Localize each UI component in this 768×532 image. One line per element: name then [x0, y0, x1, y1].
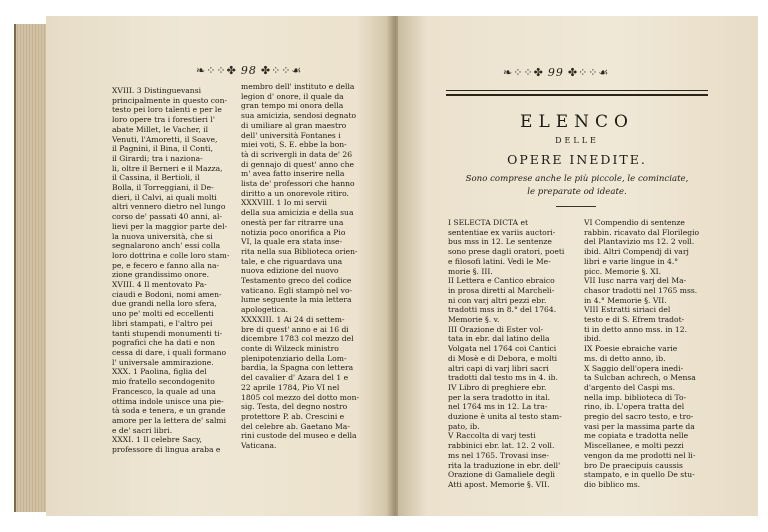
note-line-1: Sono comprese anche le più piccole, le cominciate, — [465, 174, 689, 184]
text-line: l' universale ammirazione. — [112, 357, 214, 367]
header-rule — [446, 90, 708, 96]
text-line: pato, ib. — [448, 421, 480, 431]
section-rule — [556, 206, 596, 207]
text-line: VII Iusc narra varj del Ma- — [584, 276, 687, 286]
text-line: pe, e fecero e fanno alla na- — [112, 260, 220, 270]
text-line: dieri, il Calvi, ai quali molti — [112, 192, 217, 202]
left-column-a — [112, 86, 232, 486]
text-line: e de' sacri libri. — [112, 425, 173, 435]
text-line: morie §. III. — [448, 266, 493, 276]
text-line: dio biblico ms. — [584, 479, 641, 489]
text-line: del cavalier d' Azara del 1 e — [241, 373, 349, 383]
text-line: chasor tradotti nel 1765 mss. — [584, 285, 698, 295]
ornament-right-icon: ✤⁘⁘☙ — [567, 66, 610, 79]
text-line: XXXI. 1 Il celebre Sacy, — [112, 435, 202, 445]
ornament-left-icon: ❧⁘⁘✤ — [196, 64, 237, 77]
right-column-a — [448, 218, 576, 508]
note-line-2: le preparate od ideate. — [527, 187, 627, 197]
text-line: miei voti, S. E. ebbe la bon- — [241, 140, 347, 150]
text-line: 22 aprile 1784, Pio VI nel — [241, 382, 340, 392]
text-line: tà soda e tenera, e un grande — [112, 406, 226, 416]
text-line: principalmente in questo con- — [112, 95, 228, 105]
text-line: in 4.° Memorie §. VII. — [584, 295, 667, 305]
page-title: ELENCO — [520, 112, 634, 132]
text-line: sig. Testa, del degno nostro — [241, 402, 348, 412]
text-line: XVIII. 4 Il mentovato Pa- — [112, 280, 207, 290]
text-line: Memorie §. v. — [448, 315, 500, 325]
text-line: bre di quest' anno e ai 16 di — [241, 324, 349, 334]
right-page — [398, 16, 758, 516]
text-line: dell' università Fontanes i — [241, 130, 341, 140]
text-line: lievi per la maggior parte del- — [112, 221, 228, 231]
text-line: duzione è unita al testo stam- — [448, 412, 562, 422]
text-line: onestà per far ritrarre una — [241, 217, 344, 227]
text-line: rita la traduzione in ebr. dell' — [448, 460, 561, 470]
text-line: IV Libro di preghiere ebr. — [448, 382, 547, 392]
text-line: bus mss in 12. Le sentenze — [448, 237, 552, 247]
page-number: 98 — [240, 64, 257, 77]
text-line: rita nella sua Biblioteca orien- — [241, 246, 358, 256]
text-line: tradotti mss in 8.° del 1764. — [448, 305, 557, 315]
text-line: altri vennero dietro nel lungo — [112, 202, 226, 212]
text-line: XXX. 1 Paolina, figlia del — [112, 367, 207, 377]
text-line: ni con varj altri pezzi ebr. — [448, 295, 547, 305]
open-book — [6, 6, 762, 526]
text-line: la nuova università, che si — [112, 231, 213, 241]
text-line: rino, ib. L'opera tratta del — [584, 402, 685, 412]
text-line: V Raccolta di varj testi — [448, 431, 536, 441]
left-page — [46, 16, 391, 516]
page-number: 99 — [547, 66, 564, 79]
text-line: Orazione di Gamaliele degli — [448, 470, 555, 480]
text-line: tà di scrivergli in data de' 26 — [241, 149, 353, 159]
text-line: III Orazione di Ester vol- — [448, 324, 544, 334]
text-line: IX Poesie ebraiche varie — [584, 344, 678, 354]
text-line: li, oltre il Berneri e il Mazza, — [112, 163, 223, 173]
text-line: in prosa diretti al Marcheli- — [448, 285, 555, 295]
text-line: mio fratello secondogenito — [112, 377, 215, 387]
text-line: il Pagnini, il Bina, il Conti, — [112, 144, 213, 154]
text-line: Testamento greco del codice — [241, 276, 352, 286]
text-line: vaticano. Egli stampò nel vo- — [241, 285, 353, 295]
text-line: dicembre 1783 col mezzo del — [241, 334, 354, 344]
text-line: picc. Memorie §. XI. — [584, 266, 662, 276]
text-line: I SELECTA DICTA et — [448, 218, 529, 227]
text-line: cessa di dare, i quali formano — [112, 347, 227, 357]
left-column-b — [241, 82, 371, 482]
text-line: XVIII. 3 Distinguevansi — [112, 86, 202, 95]
text-line: amore per la lettera de' salmi — [112, 415, 227, 425]
text-line: nuova edizione del nuovo — [241, 266, 339, 276]
text-line: libri e varie lingue in 4.° — [584, 256, 679, 266]
text-line: e filosofi latini. Vedi le Me- — [448, 256, 551, 266]
text-line: testo pei loro talenti e per le — [112, 105, 222, 115]
text-line: per la sera tradotto in ital. — [448, 392, 551, 402]
text-line: VI, la quale era stata inse- — [241, 237, 343, 247]
text-line: II Lettera e Cantico ebraico — [448, 276, 555, 286]
text-line: conte di Wilzeck ministro — [241, 343, 339, 353]
text-line: Atti apost. Memorie §. VII. — [448, 479, 550, 489]
text-line: nella imp. biblioteca di To- — [584, 392, 687, 402]
text-line: X Saggio dell'opera inedi- — [584, 363, 684, 373]
text-line: della sua amicizia e della sua — [241, 208, 354, 218]
text-line: gran tempo mi onora della — [241, 101, 344, 111]
text-line: loro dottrina e colle loro stam- — [112, 250, 230, 260]
page-header-ornament — [503, 66, 609, 79]
text-line: pografici che ha dati e non — [112, 338, 216, 348]
text-line: di umiliare al gran maestro — [241, 120, 347, 130]
text-line: tradotti dal testo ms in 4. ib. — [448, 373, 558, 383]
ornament-right-icon: ✤⁘⁘☙ — [260, 64, 303, 77]
text-line: ms. di detto anno, ib. — [584, 353, 666, 363]
text-line: ibid. Altri Compendj di varj — [584, 247, 689, 257]
text-line: pregio del sacro testo, e tro- — [584, 412, 694, 422]
text-line: due grandi nella loro sfera, — [112, 299, 217, 309]
text-line: il Girardi; tra i naziona- — [112, 153, 203, 163]
text-line: tata in ebr. dal latino della — [448, 334, 550, 344]
text-line: di gennajo di quest' anno che — [241, 159, 355, 169]
text-line: corso de' passati 40 anni, al- — [112, 212, 222, 222]
text-line: membro dell' instituto e della — [241, 82, 355, 91]
text-line: loro opere tra i forestieri l' — [112, 115, 215, 125]
text-line: plenipotenziario della Lom- — [241, 353, 347, 363]
text-line: di Mosè e di Debora, e molti — [448, 353, 558, 363]
text-line: sententiae ex variis auctori- — [448, 227, 556, 237]
text-line: abate Millet, le Vacher, il — [112, 124, 209, 134]
text-line: altri capi di varj libri sacri — [448, 363, 549, 373]
text-line: sua amicizia, sendosi degnato — [241, 111, 357, 121]
page-stack-edge — [14, 24, 50, 512]
text-line: ta Sulcban achrech, o Mensa — [584, 373, 696, 383]
text-line: Volgata nel 1764 coi Cantici — [448, 344, 557, 354]
page-subtitle-2: OPERE INEDITE. — [507, 152, 647, 167]
text-line: VIII Estratti siriaci del — [584, 305, 671, 315]
text-line: VI Compendio di sentenze — [584, 218, 685, 227]
text-line: il Cassina, il Bertioli, il — [112, 173, 200, 183]
text-line: ms nel 1765. Trovasi inse- — [448, 450, 549, 460]
text-line: ibid. — [584, 334, 601, 344]
text-line: nel 1764 ms in 12. La tra- — [448, 402, 548, 412]
text-line: rabbinici ebr. lat. 12. 2 voll. — [448, 441, 555, 451]
text-line: diritto a un onorevole ritiro. — [241, 188, 349, 198]
page-header-ornament — [196, 64, 302, 77]
text-line: Miscellanee, e molti pezzi — [584, 441, 684, 451]
text-line: rabbin. ricavato dal Florilegio — [584, 227, 700, 237]
text-line: professore di lingua araba e — [112, 445, 221, 455]
text-line: 1805 col mezzo del dotto mon- — [241, 392, 360, 402]
text-line: del Plantavizio ms 12. 2 voll. — [584, 237, 695, 247]
text-line: lista de' professori che hanno — [241, 179, 355, 189]
text-line: rini custode del museo e della — [241, 431, 357, 441]
text-line: bardia, la Spagna con lettera — [241, 363, 354, 373]
text-line: segnalarono anch' essi colla — [112, 241, 221, 251]
text-line: me copiata e tradotta nelle — [584, 431, 689, 441]
text-line: Francesco, la quale ad una — [112, 386, 216, 396]
text-line: Venuti, l'Amoretti, il Soave, — [112, 134, 218, 144]
text-line: vasi per la massima parte da — [584, 421, 695, 431]
text-line: tanti stupendi monumenti ti- — [112, 328, 223, 338]
text-line: protettore P. ab. Crescini e — [241, 411, 345, 421]
page-subtitle-1: DELLE — [555, 136, 599, 145]
text-line: Bolla, il Torreggiani, il De- — [112, 183, 214, 193]
text-line: uno pe' molti ed eccellenti — [112, 309, 214, 319]
text-line: lume seguente la mia lettera — [241, 295, 352, 305]
text-line: testo e di S. Efrem tradot- — [584, 315, 685, 325]
right-column-b — [584, 218, 716, 508]
text-line: legion d' onore, il quale da — [241, 91, 344, 101]
text-line: libri stampati, e l'altro pei — [112, 318, 213, 328]
text-line: apologetica. — [241, 305, 288, 315]
text-line: sono prese dagli oratori, poeti — [448, 247, 565, 257]
text-line: del celebre ab. Gaetano Ma- — [241, 421, 350, 431]
text-line: ti in detto anno mss. in 12. — [584, 324, 687, 334]
text-line: zione grandissimo onore. — [112, 270, 209, 280]
ornament-left-icon: ❧⁘⁘✤ — [503, 66, 544, 79]
text-line: m' avea fatto inserire nella — [241, 169, 345, 179]
text-line: Vaticana. — [241, 441, 277, 451]
text-line: stampato, e in quello De stu- — [584, 470, 695, 480]
text-line: vengon da me prodotti nel li- — [584, 450, 696, 460]
text-line: ciaudi e Bodoni, nomi amen- — [112, 289, 222, 299]
text-line: bro De praecipuis caussis — [584, 460, 683, 470]
text-line: XXXXIII. 1 Ai 24 di settem- — [241, 314, 345, 324]
text-line: tale, e che riguardava una — [241, 256, 343, 266]
text-line: d'argento del Caspi ms. — [584, 382, 676, 392]
text-line: ottima indole unisce una pie- — [112, 396, 224, 406]
text-line: XXXVIII. 1 Io mi servii — [241, 198, 327, 208]
text-line: notizia poco onorifica a Pio — [241, 227, 346, 237]
